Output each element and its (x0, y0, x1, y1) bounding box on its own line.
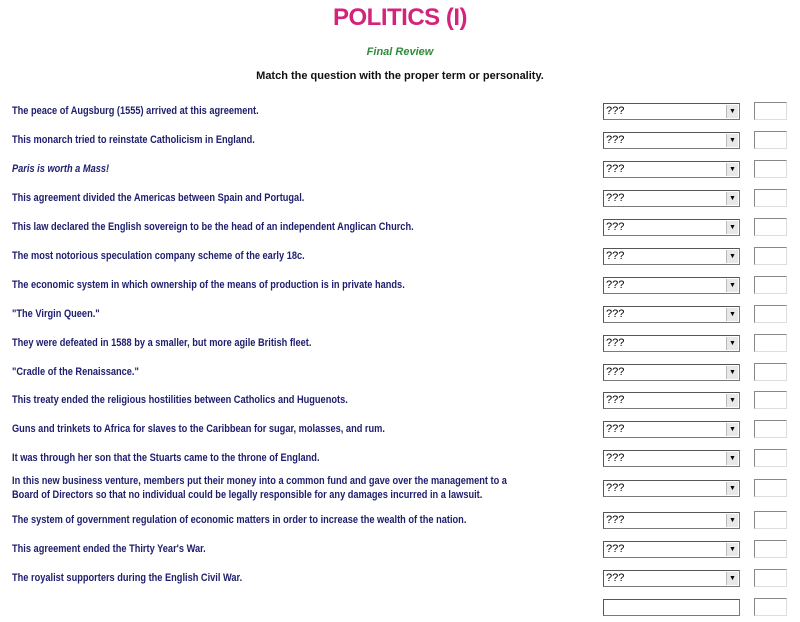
chevron-down-icon[interactable]: ▼ (726, 482, 738, 495)
question-text (12, 133, 583, 147)
answer-select[interactable] (603, 421, 740, 438)
chevron-down-icon[interactable]: ▼ (726, 308, 738, 321)
selected-value: ??? (606, 221, 625, 233)
answer-feedback-box[interactable] (754, 420, 787, 438)
answer-feedback-box[interactable] (754, 511, 787, 529)
answer-feedback-box[interactable] (754, 276, 787, 294)
chevron-down-icon[interactable]: ▼ (726, 163, 738, 176)
answer-select[interactable] (603, 190, 740, 207)
answer-feedback-box[interactable] (754, 449, 787, 467)
selected-value: ??? (606, 394, 625, 406)
selected-value: ??? (606, 482, 625, 494)
chevron-down-icon[interactable]: ▼ (726, 337, 738, 350)
question-row (0, 125, 800, 155)
answer-select[interactable] (603, 219, 740, 236)
question-text (12, 513, 583, 527)
question-text (12, 451, 583, 465)
answer-feedback-box[interactable] (754, 305, 787, 323)
question-text (12, 220, 583, 234)
answer-feedback-box[interactable] (754, 363, 787, 381)
answer-select[interactable] (603, 161, 740, 178)
question-text (12, 307, 583, 321)
question-text (12, 104, 583, 118)
question-row (0, 154, 800, 184)
question-line: The royalist supporters during the English Civil War. (12, 572, 243, 584)
selected-value: ??? (606, 250, 625, 262)
question-row (0, 563, 800, 593)
subtitle: Final Review (366, 46, 434, 58)
question-line: Board of Directors so that no individual could be legally responsible for any damages incurred in a lawsuit. (12, 489, 483, 501)
question-text (12, 393, 583, 407)
selected-value: ??? (606, 163, 625, 175)
question-text (12, 571, 583, 585)
selected-value: ??? (606, 572, 625, 584)
answer-feedback-box[interactable] (754, 189, 787, 207)
question-text (12, 162, 583, 176)
answer-select[interactable] (603, 306, 740, 323)
question-line: Guns and trinkets to Africa for slaves to the Caribbean for sugar, molasses, and rum. (12, 423, 385, 435)
answer-feedback-box[interactable] (754, 131, 787, 149)
question-row (0, 473, 800, 503)
question-row (0, 385, 800, 415)
answer-feedback-box[interactable] (754, 218, 787, 236)
question-text (12, 365, 583, 379)
selected-value: ??? (606, 105, 625, 117)
chevron-down-icon[interactable]: ▼ (726, 134, 738, 147)
question-line: This law declared the English sovereign to be the head of an independent Anglican Church. (12, 221, 414, 233)
question-text (12, 278, 583, 292)
question-row (0, 414, 800, 444)
answer-select[interactable] (603, 541, 740, 558)
question-row (0, 241, 800, 271)
answer-select[interactable] (603, 450, 740, 467)
chevron-down-icon[interactable]: ▼ (726, 366, 738, 379)
chevron-down-icon[interactable]: ▼ (726, 543, 738, 556)
answer-feedback-box[interactable] (754, 391, 787, 409)
selected-value: ??? (606, 192, 625, 204)
question-line: "Cradle of the Renaissance." (12, 366, 139, 378)
question-line: This treaty ended the religious hostilities between Catholics and Huguenots. (12, 394, 348, 406)
question-row (0, 505, 800, 535)
answer-select[interactable] (603, 335, 740, 352)
question-line: It was through her son that the Stuarts came to the throne of England. (12, 452, 320, 464)
selected-value: ??? (606, 514, 625, 526)
selected-value: ??? (606, 423, 625, 435)
chevron-down-icon[interactable]: ▼ (726, 423, 738, 436)
question-row (0, 270, 800, 300)
answer-feedback-box[interactable] (754, 569, 787, 587)
answer-select[interactable] (603, 599, 740, 616)
question-row (0, 328, 800, 358)
instructions: Match the question with the proper term or personality. (256, 70, 544, 82)
selected-value: ??? (606, 452, 625, 464)
question-line: The system of government regulation of economic matters in order to increase the wealth of the nation. (12, 514, 467, 526)
answer-feedback-box[interactable] (754, 598, 787, 616)
question-line: The most notorious speculation company scheme of the early 18c. (12, 250, 305, 262)
chevron-down-icon[interactable]: ▼ (726, 192, 738, 205)
question-row (0, 443, 800, 473)
question-line: In this new business venture, members put their money into a common fund and gave over the management to a (12, 475, 507, 487)
question-text (12, 249, 583, 263)
answer-feedback-box[interactable] (754, 540, 787, 558)
selected-value: ??? (606, 279, 625, 291)
answer-select[interactable] (603, 570, 740, 587)
page-title: POLITICS (I) (333, 4, 467, 31)
question-text (12, 191, 583, 205)
chevron-down-icon[interactable]: ▼ (726, 279, 738, 292)
answer-select[interactable] (603, 248, 740, 265)
question-row-partial (0, 592, 800, 622)
answer-select[interactable] (603, 480, 740, 497)
question-line: This monarch tried to reinstate Catholicism in England. (12, 134, 255, 146)
question-row (0, 299, 800, 329)
chevron-down-icon[interactable]: ▼ (726, 394, 738, 407)
chevron-down-icon[interactable]: ▼ (726, 250, 738, 263)
question-line: They were defeated in 1588 by a smaller, but more agile British fleet. (12, 337, 312, 349)
answer-feedback-box[interactable] (754, 102, 787, 120)
question-line: "The Virgin Queen." (12, 308, 100, 320)
selected-value: ??? (606, 543, 625, 555)
answer-feedback-box[interactable] (754, 479, 787, 497)
answer-select[interactable] (603, 512, 740, 529)
chevron-down-icon[interactable]: ▼ (726, 105, 738, 118)
question-row (0, 183, 800, 213)
answer-feedback-box[interactable] (754, 247, 787, 265)
question-line: The economic system in which ownership of the means of production is in private hands. (12, 279, 405, 291)
question-row (0, 212, 800, 242)
selected-value: ??? (606, 134, 625, 146)
answer-select[interactable] (603, 364, 740, 381)
chevron-down-icon[interactable]: ▼ (726, 221, 738, 234)
question-line: This agreement ended the Thirty Year's War. (12, 543, 206, 555)
answer-select[interactable] (603, 392, 740, 409)
chevron-down-icon[interactable]: ▼ (726, 514, 738, 527)
question-row (0, 357, 800, 387)
chevron-down-icon[interactable]: ▼ (726, 452, 738, 465)
selected-value: ??? (606, 308, 625, 320)
question-line: Paris is worth a Mass! (12, 163, 110, 175)
question-text (12, 336, 583, 350)
answer-select[interactable] (603, 132, 740, 149)
question-line: The peace of Augsburg (1555) arrived at this agreement. (12, 105, 259, 117)
selected-value: ??? (606, 366, 625, 378)
question-row (0, 96, 800, 126)
question-text (12, 542, 583, 556)
chevron-down-icon[interactable]: ▼ (726, 572, 738, 585)
answer-feedback-box[interactable] (754, 334, 787, 352)
selected-value: ??? (606, 337, 625, 349)
question-row (0, 534, 800, 564)
question-line: This agreement divided the Americas between Spain and Portugal. (12, 192, 305, 204)
question-text (12, 422, 583, 436)
answer-feedback-box[interactable] (754, 160, 787, 178)
answer-select[interactable] (603, 103, 740, 120)
question-text (12, 474, 583, 502)
answer-select[interactable] (603, 277, 740, 294)
